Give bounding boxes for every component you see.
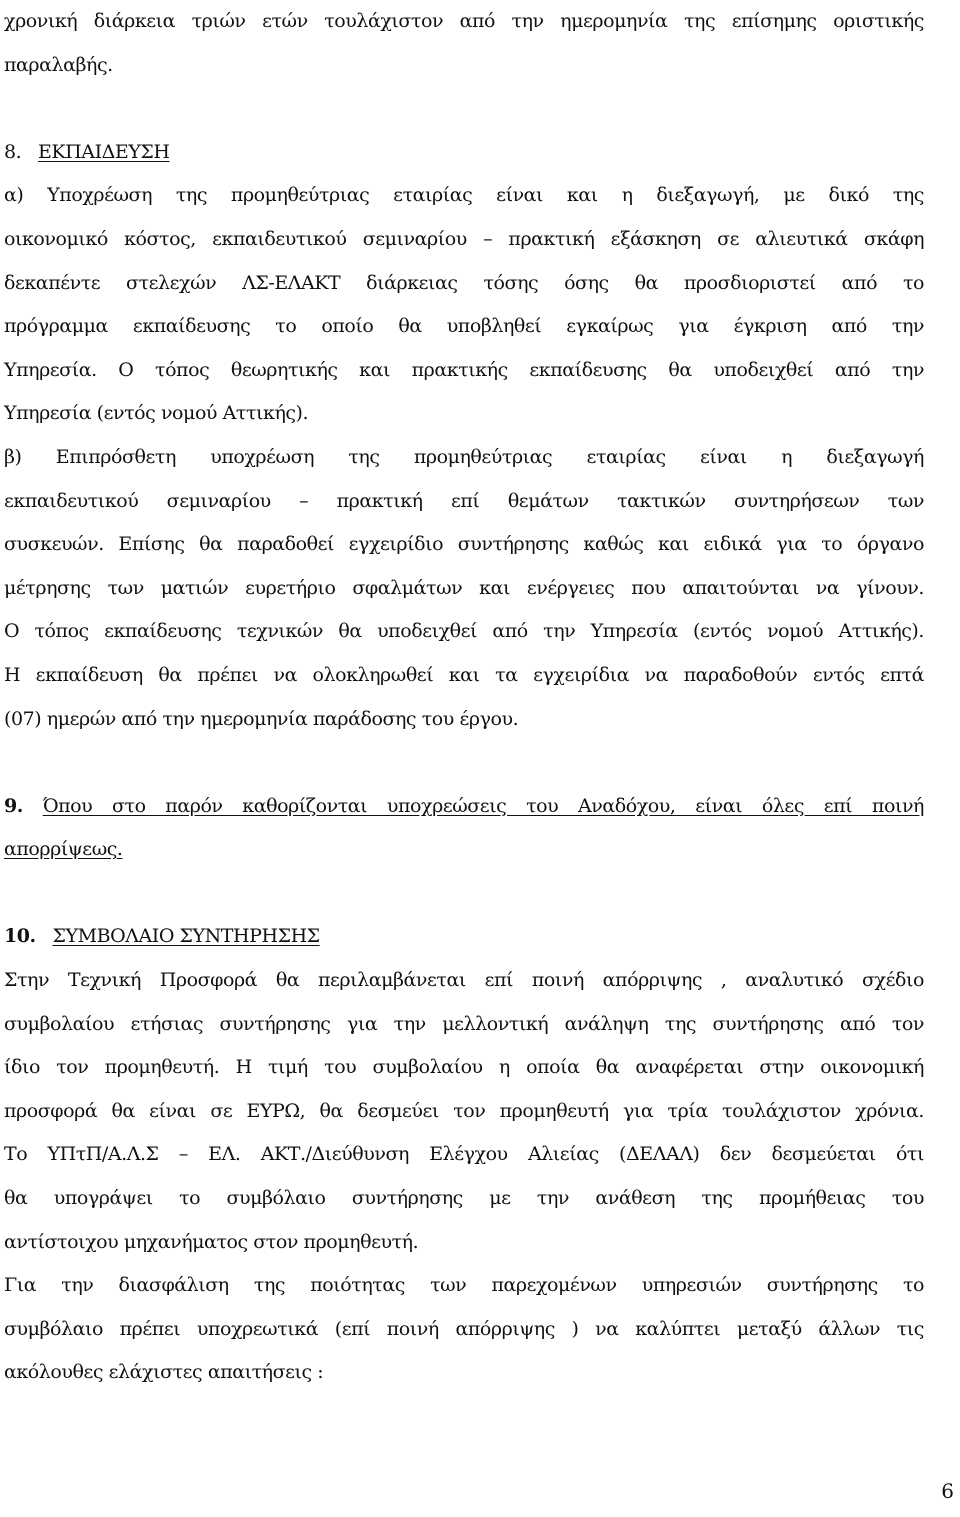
page-number: 6 [941,1479,954,1503]
text-line: Για την διασφάλιση της ποιότητας των παρεχομένων υπηρεσιών συντήρησης το [4,1274,924,1297]
text-line: (07) ημερών από την ημερομηνία παράδοσης του έργου. [4,707,519,730]
text-line: θα υπογράψει το συμβόλαιο συντήρησης με την ανάθεση της προμήθειας του [4,1187,924,1210]
text-line: δεκαπέντε στελεχών ΛΣ-ΕΛΑΚΤ διάρκειας τόσης όσης θα προσδιοριστεί από το [4,271,924,294]
document-body [4,0,924,1395]
text-line: μέτρησης των ματιών ευρετήριο σφαλμάτων και ενέργειες που απαιτούνται να γίνουν. [4,576,924,599]
text-line: α) Υποχρέωση της προμηθεύτριας εταιρίας είναι και η διεξαγωγή, με δικό της [4,184,924,207]
text-line: παραλαβής. [4,53,113,76]
text-line: Η εκπαίδευση θα πρέπει να ολοκληρωθεί και τα εγχειρίδια να παραδοθούν εντός επτά [4,663,924,686]
text-line: συμβόλαιο πρέπει υποχρεωτικά (επί ποινή απόρριψης ) να καλύπτει μεταξύ άλλων τις [4,1317,924,1340]
text-line: πρόγραμμα εκπαίδευσης το οποίο θα υποβληθεί εγκαίρως για έγκριση από την [4,315,924,338]
section-9-line [4,785,924,829]
spacer [4,872,924,916]
text-line: Υπηρεσία. Ο τόπος θεωρητικής και πρακτικής εκπαίδευσης θα υποδειχθεί από την [4,358,924,381]
text-line: προσφορά θα είναι σε ΕΥΡΩ, θα δεσμεύει τον προμηθευτή για τρία τουλάχιστον χρόνια. [4,1099,924,1122]
text-line: οικονομικό κόστος, εκπαιδευτικού σεμιναρίου – πρακτική εξάσκηση σε αλιευτικά σκάφη [4,227,924,250]
section-9-text: Όπου στο παρόν καθορίζονται υποχρεώσεις του Αναδόχου, είναι όλες επί ποινή [42,794,924,817]
text-line: αντίστοιχου μηχανήματος στον προμηθευτή. [4,1230,419,1253]
section-10-title: ΣΥΜΒΟΛΑΙΟ ΣΥΝΤΗΡΗΣΗΣ [52,925,320,948]
section-9-line [4,828,924,872]
section-8-number: 8. [4,140,22,163]
section-10-number: 10. [4,925,36,948]
text-line: Στην Τεχνική Προσφορά θα περιλαμβάνεται επί ποινή απόρριψης , αναλυτικό σχέδιο [4,969,924,992]
text-line: Ο τόπος εκπαίδευσης τεχνικών θα υποδειχθεί από την Υπηρεσία (εντός νομού Αττικής). [4,620,924,643]
section-9-number: 9. [4,794,23,817]
section-8-title: ΕΚΠΑΙΔΕΥΣΗ [38,140,170,163]
text-line: συμβολαίου ετήσιας συντήρησης για την μελλοντική ανάληψη της συντήρησης από τον [4,1012,924,1035]
text-line: χρονική διάρκεια τριών ετών τουλάχιστον από την ημερομηνία της επίσημης οριστικής [4,10,924,32]
text-line: β) Επιπρόσθετη υποχρέωση της προμηθεύτριας εταιρίας είναι η διεξαγωγή [4,445,924,468]
spacer [4,87,924,131]
section-8-heading [4,131,924,175]
section-10-heading [4,915,924,959]
text-line: εκπαιδευτικού σεμιναρίου – πρακτική επί θεμάτων τακτικών συντηρήσεων των [4,489,924,512]
section-9-text: απορρίψεως. [4,838,123,861]
text-line: ίδιο τον προμηθευτή. Η τιμή του συμβολαίου η οποία θα αναφέρεται στην οικονομική [4,1056,924,1079]
text-line: ακόλουθες ελάχιστες απαιτήσεις : [4,1361,324,1384]
text-line: συσκευών. Επίσης θα παραδοθεί εγχειρίδιο συντήρησης καθώς και ειδικά για το όργανο [4,533,924,556]
text-line: Υπηρεσία (εντός νομού Αττικής). [4,402,309,425]
spacer [4,741,924,785]
text-line: Το ΥΠτΠ/Α.Λ.Σ – ΕΛ. ΑΚΤ./Διεύθυνση Ελέγχου Αλιείας (ΔΕΛΑΛ) δεν δεσμεύεται ότι [4,1143,924,1166]
